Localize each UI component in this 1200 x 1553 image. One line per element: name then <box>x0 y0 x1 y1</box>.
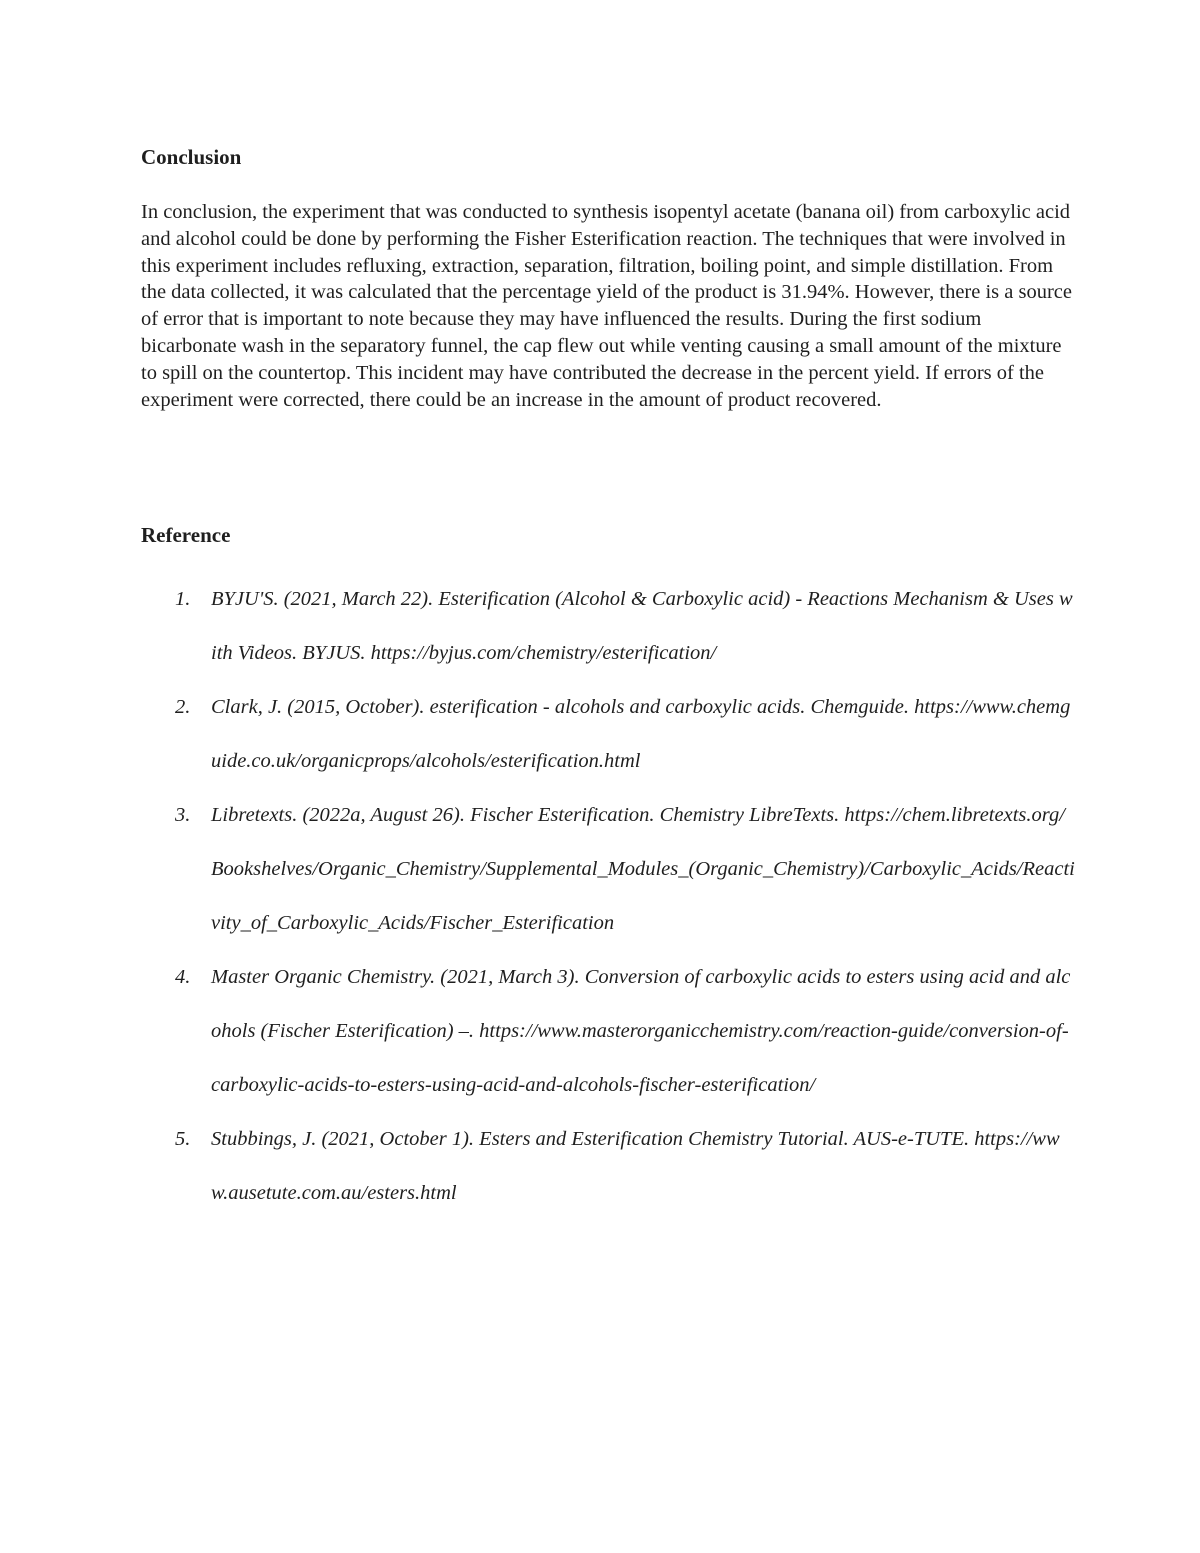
reference-item <box>141 950 1076 1112</box>
reference-number: 1. <box>175 588 191 610</box>
reference-list <box>141 572 1076 1220</box>
reference-item <box>141 680 1076 788</box>
reference-heading: Reference <box>141 523 231 547</box>
reference-text: Clark, J. (2015, October). esterification - alcohols and carboxylic acids. Chemguide. https://www.chemguide.co.uk/organicprops/alcohols/esterification.html <box>211 696 1071 772</box>
reference-number: 4. <box>175 966 191 988</box>
reference-item <box>141 572 1076 680</box>
reference-text: BYJU'S. (2021, March 22). Esterification (Alcohol & Carboxylic acid) - Reactions Mechanism & Uses with Videos. BYJUS. https://byjus.com/chemistry/esterification/ <box>211 588 1073 664</box>
conclusion-paragraph: In conclusion, the experiment that was conducted to synthesis isopentyl acetate (banana oil) from carboxylic acid and alcohol could be done by performing the Fisher Esterification reaction. The techniques that were involved in this experiment includes refluxing, extraction, separation, filtration, boiling point, and simple distillation. From the data collected, it was calculated that the percentage yield of the product is 31.94%. However, there is a source of error that is important to note because they may have influenced the results. During the first sodium bicarbonate wash in the separatory funnel, the cap flew out while venting causing a small amount of the mixture to spill on the countertop. This incident may have contributed the decrease in the percent yield. If errors of the experiment were corrected, there could be an increase in the amount of product recovered. <box>141 201 1072 411</box>
reference-number: 2. <box>175 696 191 718</box>
reference-text: Stubbings, J. (2021, October 1). Esters and Esterification Chemistry Tutorial. AUS-e-TUTE. https://www.ausetute.com.au/esters.html <box>211 1128 1060 1204</box>
reference-number: 3. <box>175 804 191 826</box>
reference-item <box>141 788 1076 950</box>
reference-number: 5. <box>175 1128 191 1150</box>
reference-item <box>141 1112 1076 1220</box>
conclusion-heading: Conclusion <box>141 145 242 169</box>
reference-text: Master Organic Chemistry. (2021, March 3). Conversion of carboxylic acids to esters using acid and alcohols (Fischer Esterification) –. https://www.masterorganicchemistry.com/reaction-guide/conversion-of-carboxylic-acids-to-esters-using-acid-and-alcohols-fischer-esterification/ <box>211 966 1071 1096</box>
reference-text: Libretexts. (2022a, August 26). Fischer Esterification. Chemistry LibreTexts. https://chem.libretexts.org/Bookshelves/Organic_Chemistry/Supplemental_Modules_(Organic_Chemistry)/Carboxylic_Acids/Reactivity_of_Carboxylic_Acids/Fischer_Esterification <box>211 804 1075 934</box>
